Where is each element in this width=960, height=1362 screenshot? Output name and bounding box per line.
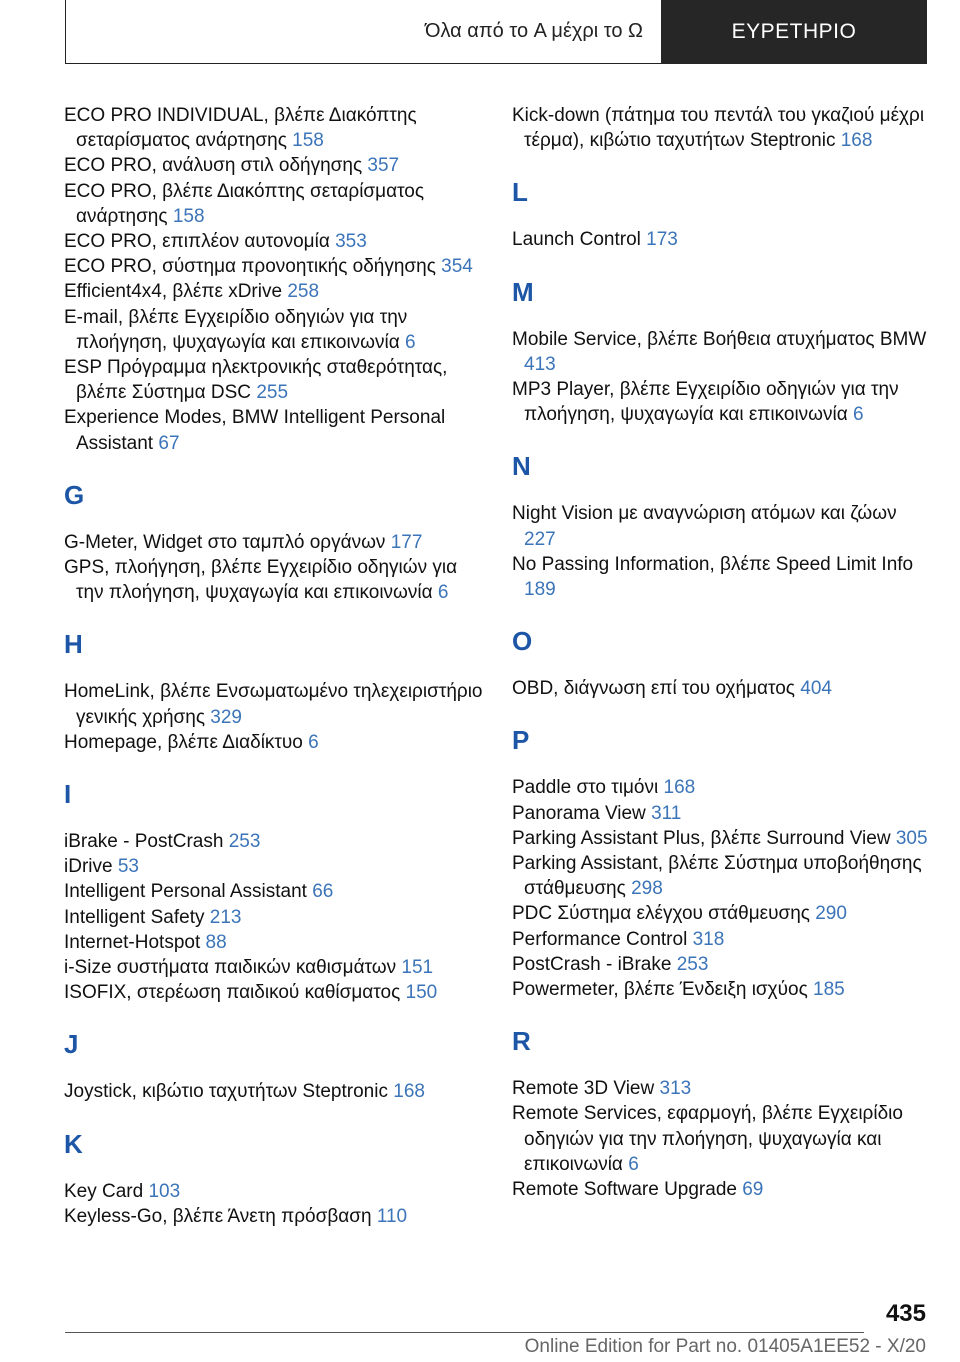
page-reference-link[interactable]: 6 <box>853 404 864 426</box>
index-entry-text: Powermeter, βλέπε Ένδειξη ισχύος <box>512 979 808 1001</box>
index-letter-heading: P <box>512 725 530 756</box>
index-entry-text: Joystick, κιβώτιο ταχυτήτων Steptronic <box>64 1081 388 1103</box>
index-entry <box>64 730 484 755</box>
index-entry <box>64 930 484 955</box>
index-entry-text: GPS, πλοήγηση, βλέπε Εγχειρίδιο οδηγιών για την πλοήγηση, ψυχαγωγία και επικοινωνία <box>64 557 458 604</box>
index-entry <box>512 775 932 800</box>
page-reference-link[interactable]: 69 <box>742 1179 764 1201</box>
index-entry <box>64 530 484 555</box>
index-entry <box>64 103 484 153</box>
index-entry-text: E-mail, βλέπε Εγχειρίδιο οδηγιών για την πλοήγηση, ψυχαγωγία και επικοινωνία <box>64 306 408 353</box>
page-reference-link[interactable]: 313 <box>659 1078 692 1100</box>
page-reference-link[interactable]: 305 <box>895 827 928 849</box>
index-letter-heading: K <box>64 1128 83 1159</box>
page-reference-link[interactable]: 6 <box>405 331 416 353</box>
page-reference-link[interactable]: 255 <box>256 382 289 404</box>
page-reference-link[interactable]: 253 <box>676 953 709 975</box>
index-entry <box>64 254 484 279</box>
page-reference-link[interactable]: 318 <box>692 928 725 950</box>
page-reference-link[interactable]: 6 <box>308 731 319 753</box>
page-reference-link[interactable]: 298 <box>631 878 663 900</box>
index-letter-heading: N <box>512 451 531 482</box>
index-entry <box>512 676 932 701</box>
index-letter-heading: M <box>512 276 534 307</box>
index-letter-heading: I <box>64 779 72 810</box>
index-entry-text: Mobile Service, βλέπε Βοήθεια ατυχήματος BMW <box>512 328 927 350</box>
index-entry <box>64 1204 484 1229</box>
index-entry <box>512 901 932 926</box>
index-entry-text: ISOFIX, στερέωση παιδικού καθίσματος <box>64 982 401 1004</box>
index-entry-text: Keyless-Go, βλέπε Άνετη πρόσβαση <box>64 1205 372 1227</box>
index-entry <box>512 1101 932 1177</box>
index-entry <box>64 854 484 879</box>
index-entry-text: i-Size συστήματα παιδικών καθισμάτων <box>64 957 397 979</box>
page-number: 435 <box>885 1300 926 1327</box>
page-reference-link[interactable]: 168 <box>840 130 873 152</box>
page-reference-link[interactable]: 6 <box>437 582 449 604</box>
index-letter-heading: L <box>512 177 528 208</box>
index-entry-text: ECO PRO, βλέπε Διακόπτης σεταρίσματος ανάρτησης <box>64 180 425 227</box>
index-entry <box>512 552 932 602</box>
index-entry-text: Key Card <box>64 1180 144 1202</box>
index-entry-text: iDrive <box>64 856 113 878</box>
index-entry-text: ECO PRO INDIVIDUAL, βλέπε Διακόπτης σεταρίσματος ανάρτησης <box>64 105 417 152</box>
page-reference-link[interactable]: 404 <box>800 678 832 700</box>
page-reference-link[interactable]: 258 <box>287 281 320 303</box>
index-entry-text: Intelligent Personal Assistant <box>64 881 307 903</box>
page-reference-link[interactable]: 177 <box>390 531 423 553</box>
page-reference-link[interactable]: 357 <box>367 155 400 177</box>
index-entry <box>64 879 484 904</box>
page-reference-link[interactable]: 158 <box>172 205 205 227</box>
index-entry <box>64 1179 484 1204</box>
index-entry-text: Kick-down (πάτημα του πεντάλ του γκαζιού μέχρι τέρμα), κιβώτιο ταχυτήτων Steptronic <box>512 105 925 152</box>
index-entry <box>64 153 484 178</box>
page-reference-link[interactable]: 290 <box>815 903 847 925</box>
page-reference-link[interactable]: 173 <box>646 229 678 251</box>
index-letter-heading: O <box>512 626 533 657</box>
index-entry-text: Paddle στο τιμόνι <box>512 777 659 799</box>
index-entry-text: MP3 Player, βλέπε Εγχειρίδιο οδηγιών για την πλοήγηση, ψυχαγωγία και επικοινωνία <box>512 379 899 426</box>
page-reference-link[interactable]: 168 <box>393 1081 425 1103</box>
page-reference-link[interactable]: 66 <box>312 881 334 903</box>
index-entry <box>512 1076 932 1101</box>
index-entry <box>512 501 932 551</box>
index-entry <box>64 555 484 605</box>
page-reference-link[interactable]: 158 <box>292 130 324 152</box>
index-entry-text: Parking Assistant Plus, βλέπε Surround View <box>512 827 891 849</box>
index-entry <box>512 851 932 901</box>
index-letter-heading: J <box>64 1029 79 1060</box>
page-reference-link[interactable]: 185 <box>813 979 845 1001</box>
page-reference-link[interactable]: 103 <box>148 1180 181 1202</box>
footer-edition: Online Edition for Part no. 01405A1EE52 - X/20 <box>524 1336 926 1357</box>
index-entry <box>512 927 932 952</box>
page-reference-link[interactable]: 168 <box>663 777 696 799</box>
index-entry-text: PDC Σύστημα ελέγχου στάθμευσης <box>512 903 810 925</box>
index-entry <box>64 1079 484 1104</box>
index-entry-text: Internet-Hotspot <box>64 931 201 953</box>
index-entry <box>64 980 484 1005</box>
index-entry <box>512 377 932 427</box>
index-entry <box>512 801 932 826</box>
section-title: Όλα από το A μέχρι το Ω <box>65 0 661 64</box>
index-entry <box>512 1177 932 1202</box>
index-entry-text: Performance Control <box>512 928 688 950</box>
index-entry-text: Night Vision με αναγνώριση ατόμων και ζώων <box>512 503 897 525</box>
index-entry-text: Remote 3D View <box>512 1078 655 1100</box>
index-entry <box>512 227 932 252</box>
page-reference-link[interactable]: 329 <box>210 706 242 728</box>
index-entry-text: Experience Modes, BMW Intelligent Personal Assistant <box>64 407 446 454</box>
page-reference-link[interactable]: 354 <box>441 256 473 278</box>
index-entry <box>64 179 484 229</box>
page-reference-link[interactable]: 67 <box>158 432 180 454</box>
index-letter-heading: G <box>64 479 85 510</box>
index-column-left <box>64 103 484 1229</box>
index-entry-text: ECO PRO, σύστημα προνοητικής οδήγησης <box>64 256 436 278</box>
index-entry <box>64 405 484 455</box>
page-reference-link[interactable]: 88 <box>205 931 227 953</box>
index-entry-text: Parking Assistant, βλέπε Σύστημα υποβοήθησης στάθμευσης <box>512 853 922 900</box>
page-reference-link[interactable]: 189 <box>524 579 556 601</box>
index-letter-heading: H <box>64 629 83 660</box>
index-entry-text: Intelligent Safety <box>64 906 205 928</box>
index-entry-text: Homepage, βλέπε Διαδίκτυο <box>64 731 303 753</box>
page-reference-link[interactable]: 253 <box>228 831 261 853</box>
page-reference-link[interactable]: 227 <box>524 528 556 550</box>
index-entry-text: Remote Services, εφαρμογή, βλέπε Εγχειρίδιο οδηγιών για την πλοήγηση, ψυχαγωγία και επικοινωνία <box>512 1103 903 1175</box>
index-entry <box>64 679 484 729</box>
index-entry-text: ECO PRO, ανάλυση στιλ οδήγησης <box>64 155 363 177</box>
index-entry <box>64 905 484 930</box>
index-letter-heading: R <box>512 1026 531 1057</box>
index-entry <box>512 826 932 851</box>
page-reference-link[interactable]: 110 <box>376 1205 408 1227</box>
page-reference-link[interactable]: 150 <box>405 982 438 1004</box>
page-reference-link[interactable]: 353 <box>335 231 367 253</box>
index-entry-text: iBrake - PostCrash <box>64 831 224 853</box>
page-reference-link[interactable]: 413 <box>524 353 556 375</box>
index-entry <box>64 829 484 854</box>
footer-divider <box>65 1332 864 1333</box>
index-entry <box>512 977 932 1002</box>
index-column-right <box>512 103 932 1202</box>
index-entry-text: OBD, διάγνωση επί του οχήματος <box>512 678 795 700</box>
page-reference-link[interactable]: 6 <box>628 1153 639 1175</box>
index-entry <box>512 103 932 153</box>
index-entry <box>512 327 932 377</box>
index-entry-text: Efficient4x4, βλέπε xDrive <box>64 281 283 303</box>
page-reference-link[interactable]: 151 <box>401 957 434 979</box>
page-header <box>65 0 927 64</box>
index-entry-text: Remote Software Upgrade <box>512 1179 737 1201</box>
index-entry <box>64 355 484 405</box>
index-entry <box>64 229 484 254</box>
index-entry <box>64 305 484 355</box>
page-reference-link[interactable]: 213 <box>209 906 242 928</box>
index-entry <box>64 955 484 980</box>
index-entry <box>64 279 484 304</box>
index-entry-text: ECO PRO, επιπλέον αυτονομία <box>64 231 330 253</box>
index-entry-text: HomeLink, βλέπε Ενσωματωμένο τηλεχειριστήριο γενικής χρήσης <box>64 681 483 728</box>
index-entry-text: Launch Control <box>512 229 641 251</box>
index-entry-text: No Passing Information, βλέπε Speed Limit Info <box>512 553 914 575</box>
index-entry-text: PostCrash - iBrake <box>512 953 672 975</box>
index-entry <box>512 952 932 977</box>
index-entry-text: G-Meter, Widget στο ταμπλό οργάνων <box>64 531 386 553</box>
index-entry-text: Panorama View <box>512 802 646 824</box>
index-entry-text: ESP Πρόγραμμα ηλεκτρονικής σταθερότητας, βλέπε Σύστημα DSC <box>64 357 448 404</box>
page-reference-link[interactable]: 311 <box>651 802 682 824</box>
page-reference-link[interactable]: 53 <box>117 856 139 878</box>
index-tab[interactable]: ΕΥΡΕΤΗΡΙΟ <box>661 0 927 64</box>
